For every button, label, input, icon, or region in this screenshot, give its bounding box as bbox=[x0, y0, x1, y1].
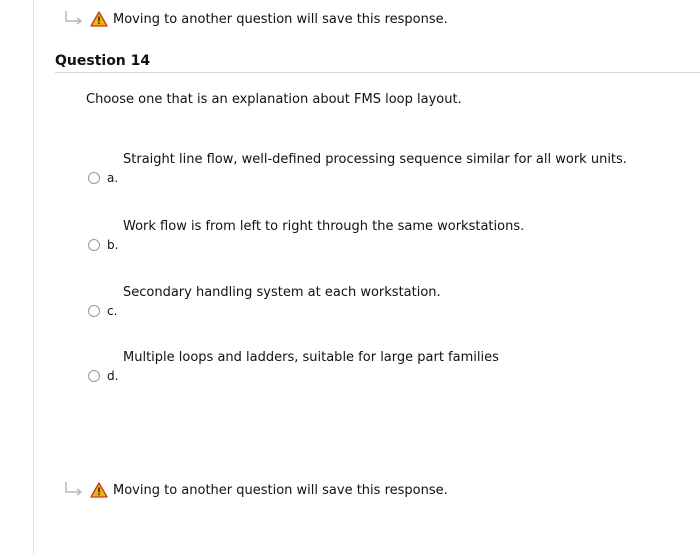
option-letter[interactable]: b. bbox=[107, 238, 119, 252]
save-notice-text: Moving to another question will save this response. bbox=[113, 11, 448, 27]
option-letter[interactable]: c. bbox=[107, 304, 118, 318]
warning-icon bbox=[90, 482, 108, 498]
option-letter[interactable]: a. bbox=[107, 171, 119, 185]
radio-button-c[interactable] bbox=[88, 305, 100, 317]
save-notice-text: Moving to another question will save this response. bbox=[113, 482, 448, 498]
question-title: Question 14 bbox=[55, 53, 151, 69]
save-notice-bottom bbox=[62, 480, 448, 500]
return-arrow-icon bbox=[62, 480, 88, 500]
radio-button-b[interactable] bbox=[88, 239, 100, 251]
return-arrow-icon bbox=[62, 9, 88, 29]
left-divider bbox=[33, 0, 34, 555]
save-notice-top bbox=[62, 9, 448, 29]
answer-option-d[interactable] bbox=[86, 350, 686, 390]
answer-option-c[interactable] bbox=[86, 285, 686, 325]
option-text[interactable]: Multiple loops and ladders, suitable for large part families bbox=[123, 350, 499, 365]
option-text[interactable]: Straight line flow, well-defined processing sequence similar for all work units. bbox=[123, 152, 627, 167]
question-header bbox=[55, 52, 700, 73]
answer-option-a[interactable] bbox=[86, 152, 686, 192]
option-text[interactable]: Secondary handling system at each workstation. bbox=[123, 285, 441, 300]
answer-option-b[interactable] bbox=[86, 219, 686, 259]
option-letter[interactable]: d. bbox=[107, 369, 119, 383]
option-text[interactable]: Work flow is from left to right through the same workstations. bbox=[123, 219, 525, 234]
question-prompt: Choose one that is an explanation about FMS loop layout. bbox=[86, 92, 462, 107]
warning-icon bbox=[90, 11, 108, 27]
radio-button-a[interactable] bbox=[88, 172, 100, 184]
radio-button-d[interactable] bbox=[88, 370, 100, 382]
